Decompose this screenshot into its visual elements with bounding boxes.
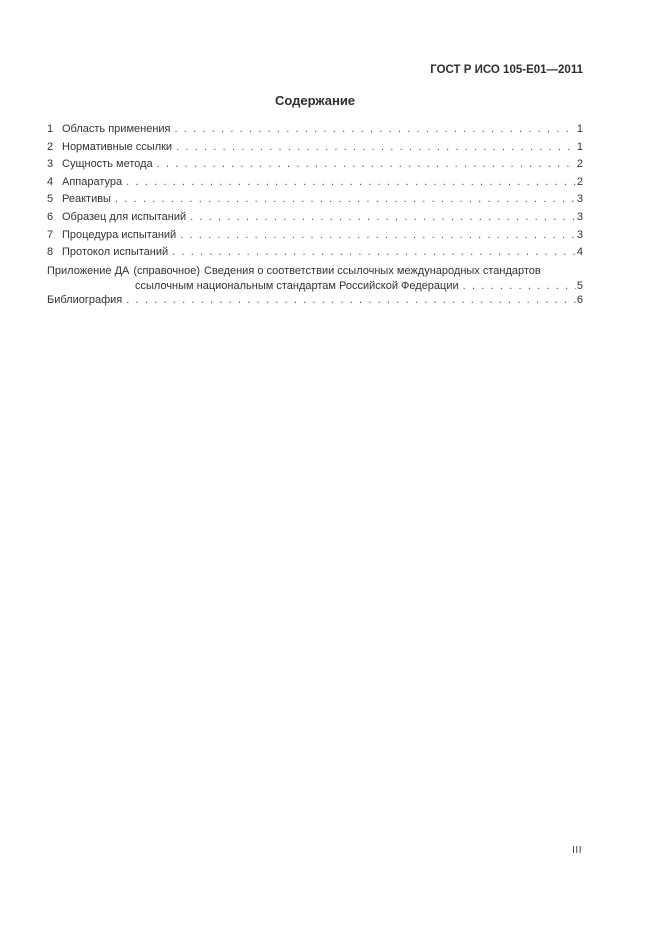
toc-entry — [47, 121, 583, 139]
toc-entry-number: 6 — [47, 210, 54, 223]
toc-entry — [47, 139, 583, 157]
appendix-title-line1 — [47, 264, 583, 279]
toc-entry-label: Область применения — [62, 123, 171, 135]
toc-entry-number: 7 — [47, 228, 54, 241]
toc-entry-page: 1 — [576, 140, 583, 153]
toc-entry — [47, 244, 583, 262]
toc-entry-number: 4 — [47, 175, 54, 188]
dot-leader — [172, 244, 576, 262]
toc-entry-label: Аппаратура — [62, 175, 123, 188]
toc-entry-number: 2 — [47, 140, 54, 153]
toc-entry-label: Образец для испытаний — [62, 210, 187, 223]
dot-leader — [463, 279, 576, 294]
document-reference: ГОСТ Р ИСО 105-Е01—2011 — [430, 64, 583, 76]
dot-leader — [126, 293, 576, 308]
toc-title: Содержание — [274, 93, 356, 108]
toc-entry — [47, 209, 583, 227]
toc-entry-label: Протокол испытаний — [62, 246, 169, 259]
page-number: III — [572, 845, 582, 856]
toc-entry-label: Библиография — [47, 294, 123, 307]
toc-entry-label: Реактивы — [62, 193, 111, 206]
toc-entry-page: 3 — [576, 210, 583, 223]
dot-leader — [175, 121, 576, 139]
dot-leader — [157, 156, 576, 174]
toc-entry-page: 4 — [576, 246, 583, 259]
toc-entry-page: 3 — [576, 228, 583, 241]
appendix-kind: (справочное) — [133, 264, 201, 277]
toc-list — [47, 121, 583, 308]
toc-entry-page: 6 — [576, 294, 583, 307]
appendix-title-line2 — [47, 279, 583, 294]
toc-entry-bibliography — [47, 293, 583, 308]
toc-entry-page: 2 — [576, 158, 583, 171]
toc-entry-label: Нормативные ссылки — [62, 140, 173, 153]
toc-entry-number: 8 — [47, 246, 54, 259]
dot-leader — [190, 209, 576, 227]
toc-entry-label: Сущность метода — [62, 158, 153, 171]
appendix-text-line1: Сведения о соответствии ссылочных международных стандартов — [204, 264, 541, 277]
dot-leader — [176, 139, 576, 157]
appendix-text-line2: ссылочным национальным стандартам Российской Федерации — [135, 279, 459, 292]
toc-entry-number: 3 — [47, 158, 54, 171]
toc-entry — [47, 227, 583, 245]
toc-entry-page: 3 — [576, 193, 583, 206]
toc-entry-label: Процедура испытаний — [62, 228, 177, 241]
toc-entry-number: 5 — [47, 193, 54, 206]
toc-entry-page: 1 — [576, 123, 583, 135]
dot-leader — [126, 174, 576, 192]
toc-entry — [47, 156, 583, 174]
toc-entry-number: 1 — [47, 123, 54, 135]
dot-leader — [180, 227, 576, 245]
toc-entry-appendix — [47, 264, 583, 294]
toc-entry-page: 2 — [576, 175, 583, 188]
toc-entry — [47, 174, 583, 192]
toc-entry-page: 5 — [576, 279, 583, 292]
toc-entry — [47, 191, 583, 209]
appendix-term: Приложение ДА — [47, 264, 130, 277]
dot-leader — [115, 191, 576, 209]
